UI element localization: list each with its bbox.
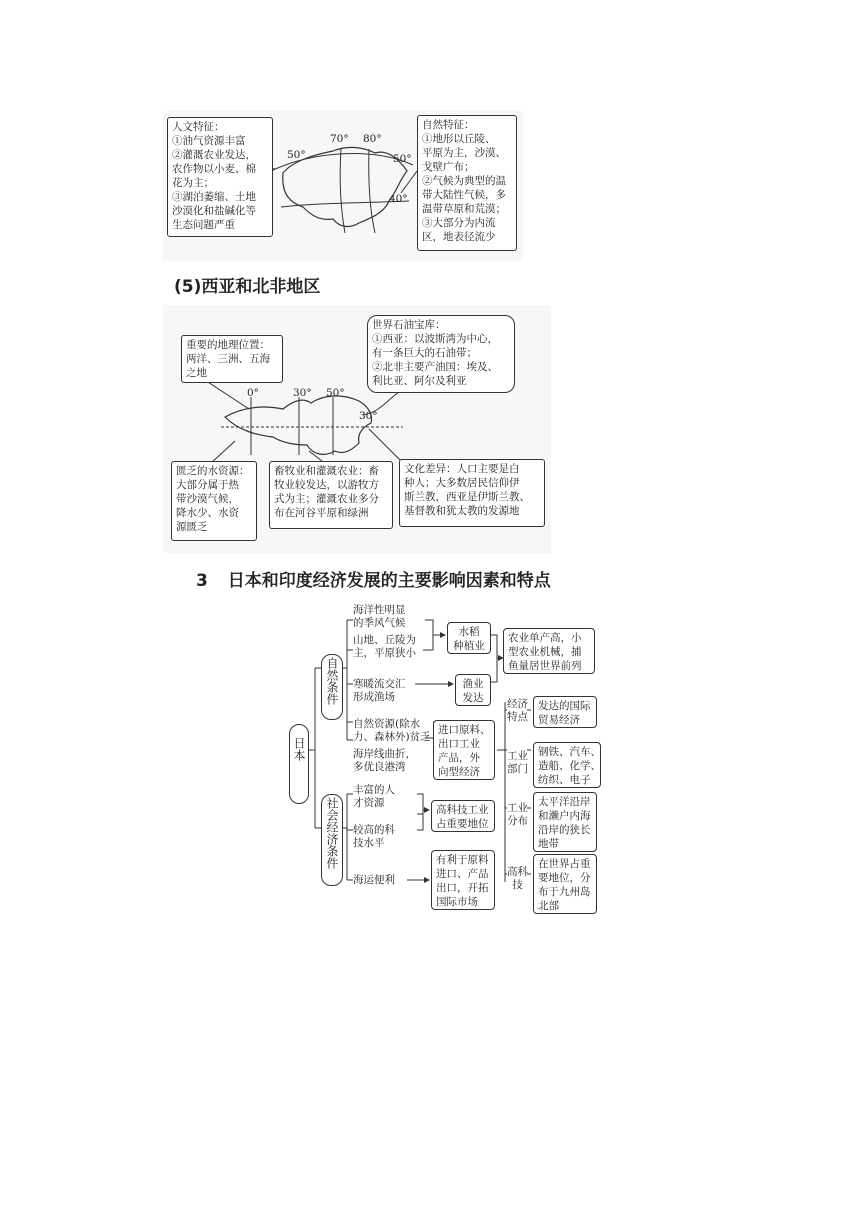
geo-position-box [181,335,283,383]
human-line-4: 花为主； [172,177,214,189]
industry-dist-label-0: 工业 [507,802,528,814]
industry-dept-label [507,750,528,776]
port-node [431,850,495,910]
human-line-3: 农作物以小麦、棉 [172,163,256,175]
hitech-0: 高科技工业 [436,804,489,816]
factor-fishing-ground [353,678,406,704]
factor-terrain [353,634,416,660]
root-japan [289,724,309,804]
dist-value-3: 地带 [538,838,559,850]
lat-30-label: 30° [359,410,378,422]
factor-monsoon-1: 的季风气候 [353,617,406,629]
econ-value-0: 发达的国际 [538,700,591,712]
lon-70-label: 70° [330,133,349,145]
econ-feature-label [507,698,528,724]
culture-box [399,459,545,527]
port-2: 出口，开拓 [436,882,489,894]
factor-monsoon-0: 海洋性明显 [353,604,406,616]
econ-feature-label-0: 经济 [507,698,528,710]
section-5-title: (5)西亚和北非地区 [174,277,321,297]
factor-terrain-1: 主，平原狭小 [353,647,416,659]
rice-farming-node [447,622,491,654]
lat-50-left-label: 50° [287,149,306,161]
root-japan-text: 日本 [292,737,306,761]
natural-line-2: 平原为主，沙漠、 [422,147,506,159]
import-export-3: 向型经济 [438,766,480,778]
factor-monsoon [353,604,406,630]
natural-line-8: 区，地表径流少 [422,231,496,243]
agri-result-2: 鱼量居世界前列 [508,660,582,672]
oil-treasury-box [367,315,515,393]
oil-line-4: 利比亚、阿尔及利亚 [372,375,467,387]
hitech-node [431,800,495,832]
position-line-1: 两洋、三洲、五海 [186,353,270,365]
natural-line-5: 带大陆性气候，多 [422,189,506,201]
lon-80-label: 80° [363,133,382,145]
natural-line-3: 戈壁广布； [422,161,475,173]
oil-line-1: ①西亚：以波斯湾为中心， [372,333,498,345]
factor-talent-1: 才资源 [353,797,385,809]
agri-line-1: 牧业较发达，以游牧方 [274,479,379,491]
water-line-3: 降水少、水资 [176,507,239,519]
factor-terrain-0: 山地、丘陵为 [353,634,416,646]
factor-talent-0: 丰富的人 [353,784,395,796]
tech-value-0: 在世界占重 [538,858,591,870]
agri-line-2: 式为主；灌溉农业多分 [274,493,379,505]
hitech-label-1: 技 [512,879,523,891]
tech-value-3: 北部 [538,900,559,912]
west-asia-figure [163,305,551,553]
section-3-title: 日本和印度经济发展的主要影响因素和特点 [227,571,551,591]
port-1: 进口、产品 [436,868,489,880]
agriculture-box [269,461,393,529]
lon-0-label: 0° [247,387,259,399]
industry-dept-label-1: 部门 [507,763,528,775]
fishery-1: 发达 [462,692,484,704]
human-line-1: ①油气资源丰富 [172,135,246,147]
dept-value-1: 造船、化学、 [538,760,601,772]
human-line-6: 沙漠化和盐碱化等 [172,205,256,217]
natural-features-box [417,115,517,251]
oil-line-2: 有一条巨大的石油带； [372,347,477,359]
dept-value-0: 钢铁、汽车、 [538,746,601,758]
fishery-node [455,674,491,706]
culture-line-0: 文化差异：人口主要是白 [404,463,520,475]
factor-technology [353,824,395,850]
natural-conditions-text: 自然条件 [325,657,339,705]
agri-result-0: 农业单产高，小 [508,632,582,644]
natural-line-7: ③大部分为内流 [422,217,496,229]
industry-dist-label [507,802,528,828]
dist-value-1: 和濑户内海 [538,810,591,822]
culture-line-2: 斯兰教，西亚是伊斯兰教、 [404,491,530,503]
water-line-0: 匮乏的水资源： [176,465,250,477]
hitech-1: 占重要地位 [436,818,489,830]
industry-dist-label-1: 分布 [507,815,528,827]
natural-line-1: ①地形以丘陵、 [422,133,496,145]
hitech-label-0: 高科 [507,866,528,878]
dist-value-0: 太平洋沿岸 [538,796,591,808]
water-line-4: 源匮乏 [176,521,208,533]
factor-coastline-0: 海岸线曲折， [353,748,416,760]
factor-coastline-1: 多优良港湾 [353,761,406,773]
agri-line-0: 畜牧业和灌溉农业：畜 [274,465,379,477]
fishery-0: 渔业 [462,678,484,690]
factor-shipping: 海运便利 [353,874,395,886]
position-line-2: 之地 [186,367,207,379]
import-export-1: 出口工业 [438,738,480,750]
human-line-0: 人文特征： [172,121,225,133]
lat-50-right-label: 50° [393,153,412,165]
factor-fishing-ground-0: 寒暖流交汇 [353,678,406,690]
econ-feature-label-1: 特点 [507,711,528,723]
agri-result-1: 型农业机械，捕 [508,646,582,658]
tech-value-2: 布于九州岛 [538,886,591,898]
industry-dist-value [533,792,597,852]
water-line-1: 大部分属于热 [176,479,239,491]
natural-line-6: 温带草原和荒漠； [422,203,506,215]
lat-40-label: 40° [389,193,408,205]
factor-resources-0: 自然资源(除水 [353,718,421,730]
human-line-2: ②灌溉农业发达， [172,149,256,161]
social-conditions-node [321,794,343,886]
lon-30-label: 30° [293,387,312,399]
industry-dept-label-0: 工业 [507,750,528,762]
industry-dept-value [533,742,601,788]
water-resource-box [171,461,257,541]
port-3: 国际市场 [436,896,478,908]
factor-resources [353,718,431,744]
lon-50-label: 50° [326,387,345,399]
factor-resources-1: 力、森林外)贫乏 [353,731,431,743]
hitech-value [533,854,597,914]
agri-line-3: 布在河谷平原和绿洲 [274,507,369,519]
west-asia-outline [225,396,372,454]
dist-value-2: 沿岸的狭长 [538,824,591,836]
econ-feature-value [533,696,597,728]
water-line-2: 带沙漠气候， [176,493,239,505]
culture-line-1: 种人；大多数居民信仰伊 [404,477,520,489]
section-3-heading [196,566,551,591]
oil-line-0: 世界石油宝库： [372,319,446,331]
econ-value-1: 贸易经济 [538,714,580,726]
central-asia-figure [163,111,523,261]
natural-line-4: ②气候为典型的温 [422,175,506,187]
human-line-7: 生态问题严重 [172,219,235,231]
natural-line-0: 自然特征： [422,119,475,131]
factor-technology-0: 较高的科 [353,824,395,836]
rice-0: 水稻 [458,626,480,638]
agriculture-result-node [503,628,595,674]
social-conditions-text: 社会经济条件 [325,797,339,869]
import-export-0: 进口原料、 [438,724,491,736]
tech-value-1: 要地位，分 [538,872,591,884]
oil-line-3: ②北非主要产油国：埃及、 [372,361,498,373]
factor-technology-1: 技水平 [353,837,385,849]
factor-fishing-ground-1: 形成渔场 [353,691,395,703]
human-line-5: ③湖泊萎缩、土地 [172,191,256,203]
port-0: 有利于原料 [436,854,489,866]
position-line-0: 重要的地理位置： [186,339,270,351]
factor-talent [353,784,395,810]
import-export-node [433,720,495,780]
dept-value-2: 纺织、电子 [538,774,591,786]
rice-1: 种植业 [453,640,485,652]
import-export-2: 产品，外 [438,752,480,764]
hitech-label [507,866,528,892]
human-features-box [167,117,273,237]
section-3-number: 3 [196,571,208,591]
japan-mindmap [283,598,605,918]
culture-line-3: 基督教和犹太教的发源地 [404,505,520,517]
natural-conditions-node [321,654,343,720]
factor-coastline [353,748,416,774]
